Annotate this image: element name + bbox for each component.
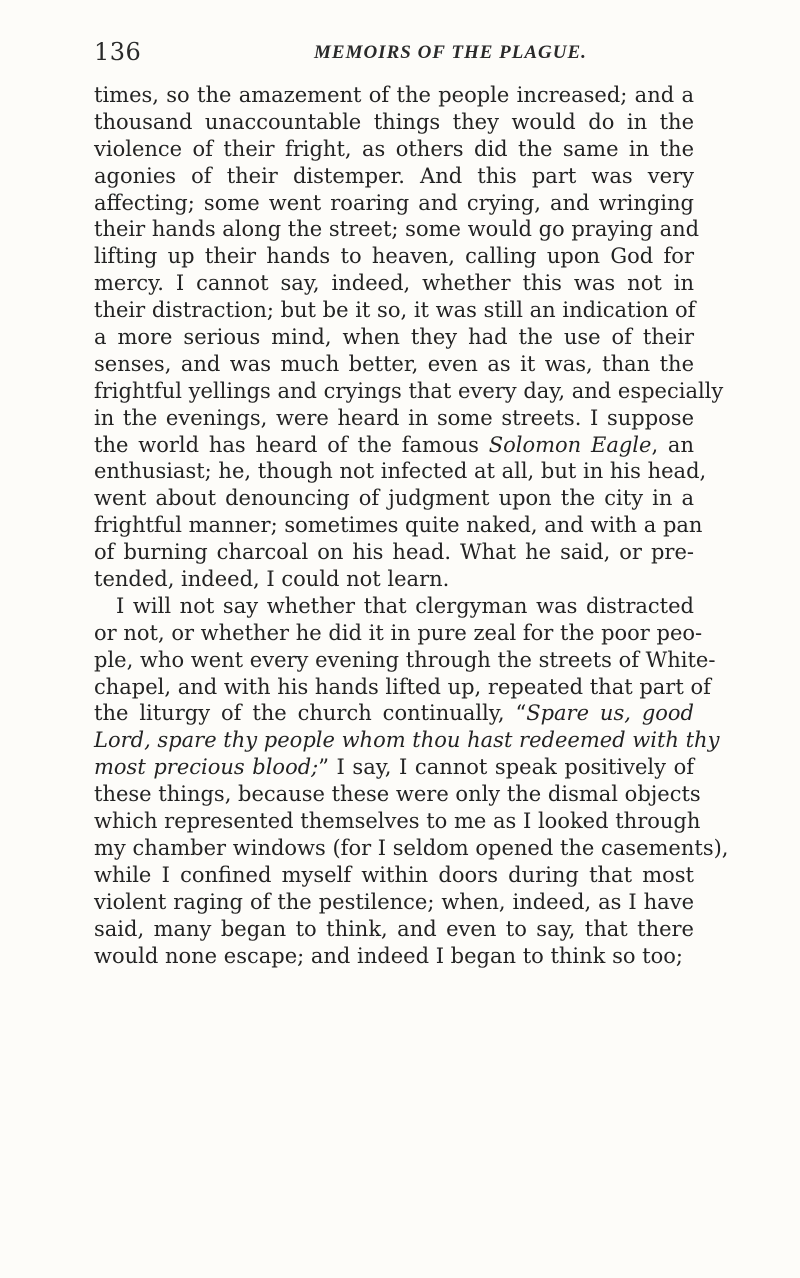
text-line [94, 566, 694, 593]
text-line [94, 916, 694, 943]
text-run: of burning charcoal on his head. What he said, or pre- [94, 540, 694, 565]
text-run: times, so the amazement of the people increased; and a [94, 83, 694, 107]
text-line [94, 674, 711, 701]
text-line [94, 727, 720, 754]
text-run: , an [651, 432, 694, 457]
running-title: MEMOIRS OF THE PLAGUE. [314, 42, 587, 63]
text-line [94, 512, 703, 539]
text-line [94, 216, 700, 243]
text-line [94, 458, 707, 485]
body-text [94, 82, 729, 969]
text-run: the liturgy of the church continually, “ [94, 701, 527, 726]
text-run: senses, and was much better, even as it was, than the [94, 351, 694, 376]
text-line [94, 485, 694, 512]
text-line [94, 190, 694, 217]
text-run: which represented themselves to me as I looked through [94, 809, 701, 834]
text-line [94, 432, 694, 459]
text-run: frightful manner; sometimes quite naked, and with a pan [94, 513, 703, 538]
italic-text-run: Lord, spare thy people whom thou hast redeemed with thy [94, 728, 720, 753]
text-line [94, 109, 694, 136]
text-run: mercy. I cannot say, indeed, whether this was not in [94, 271, 694, 296]
text-run: I will not say whether that clergyman was distracted [116, 593, 694, 618]
text-run: their distraction; but be it so, it was still an indication of [94, 298, 696, 323]
text-line [94, 82, 694, 109]
text-line [94, 781, 701, 808]
page-header [94, 38, 694, 74]
text-run: the world has heard of the famous [94, 432, 489, 457]
text-line [94, 593, 694, 620]
text-line [94, 862, 694, 889]
text-run: in the evenings, were heard in some streets. I suppose [94, 405, 694, 430]
text-run: these things, because these were only the dismal objects [94, 782, 701, 807]
text-line [94, 620, 703, 647]
text-run: my chamber windows (for I seldom opened the casements), [94, 835, 729, 860]
text-line [94, 647, 716, 674]
text-run: violence of their fright, as others did the same in the [94, 136, 694, 161]
text-run: ” I say, I cannot speak positively of [318, 755, 694, 780]
text-line [94, 835, 729, 862]
text-run: affecting; some went roaring and crying, and wringing [94, 190, 694, 215]
text-line [94, 324, 694, 351]
text-line [94, 136, 694, 163]
text-line [94, 378, 724, 405]
text-line [94, 808, 701, 835]
text-line [94, 889, 694, 916]
page-number: 136 [94, 38, 142, 66]
italic-text-run: Solomon Eagle [488, 432, 652, 457]
text-run: or not, or whether he did it in pure zeal for the poor peo- [94, 620, 703, 645]
text-line [94, 270, 694, 297]
text-run: said, many began to think, and even to say, that there [94, 916, 694, 941]
text-line [94, 754, 694, 781]
italic-text-run: most precious blood; [94, 755, 319, 780]
text-run: thousand unaccountable things they would do in the [94, 109, 694, 134]
text-run: tended, indeed, I could not learn. [94, 567, 450, 592]
text-run: their hands along the street; some would go praying and [94, 217, 700, 242]
text-line [94, 163, 694, 190]
text-run: agonies of their distemper. And this part was very [94, 163, 694, 188]
text-run: frightful yellings and cryings that every day, and especially [94, 378, 724, 403]
text-run: a more serious mind, when they had the use of their [94, 325, 694, 350]
text-run: while I confined myself within doors during that most [94, 862, 694, 887]
text-line [94, 405, 694, 432]
text-run: violent raging of the pestilence; when, indeed, as I have [94, 889, 694, 914]
text-run: would none escape; and indeed I began to think so too; [94, 943, 683, 968]
text-line [94, 943, 694, 970]
text-line [94, 351, 694, 378]
italic-text-run: Spare us, good [526, 701, 694, 726]
text-run: chapel, and with his hands lifted up, repeated that part of [94, 674, 711, 699]
text-line [94, 297, 694, 324]
text-run: ple, who went every evening through the streets of White- [94, 647, 716, 672]
text-run: enthusiast; he, though not infected at all, but in his head, [94, 459, 707, 484]
text-line [94, 700, 694, 727]
text-line [94, 539, 694, 566]
text-line [94, 243, 694, 270]
text-run: lifting up their hands to heaven, calling upon God for [94, 244, 694, 269]
text-run: went about denouncing of judgment upon the city in a [94, 486, 694, 511]
